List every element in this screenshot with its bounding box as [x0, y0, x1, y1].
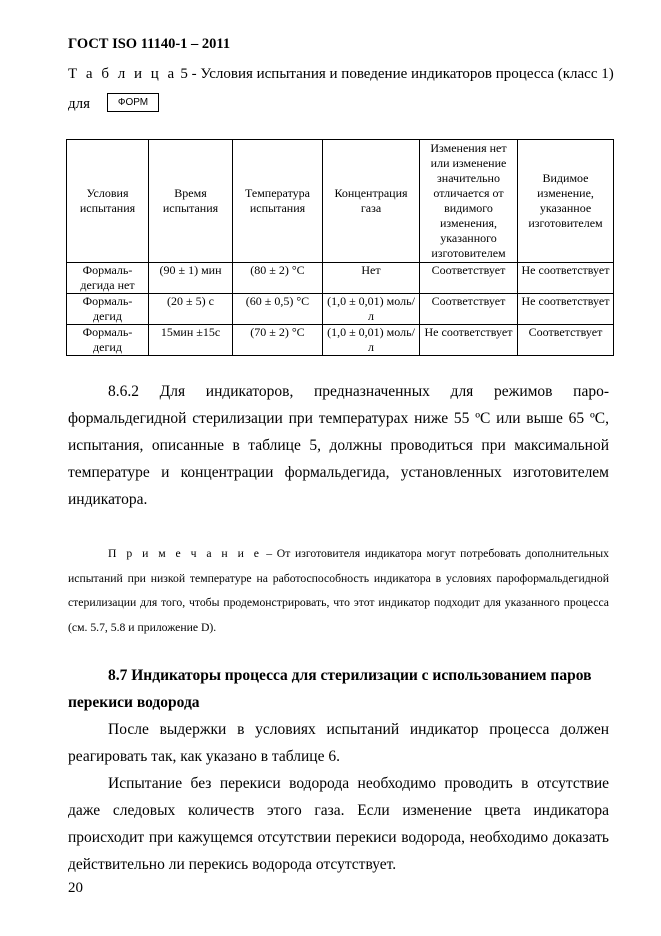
table-cell: Не соответствует [518, 263, 614, 294]
table-cell: Соответствует [518, 325, 614, 356]
note-label: П р и м е ч а н и е [108, 547, 262, 560]
table-cell: Формаль-дегид [67, 325, 149, 356]
table-caption [68, 66, 614, 83]
table-cell: (20 ± 5) с [149, 294, 233, 325]
test-conditions-table [66, 139, 614, 356]
column-header: Изменения нет или изменение значительно отличается от видимого изменения, указанного изготовителем [420, 140, 518, 263]
table-cell: Нет [323, 263, 420, 294]
column-header: Условия испытания [67, 140, 149, 263]
section-8-7-title: 8.7 Индикаторы процесса для стерилизации с использованием паров перекиси водорода [68, 667, 592, 711]
table-cell: 15мин ±15с [149, 325, 233, 356]
column-header: Время испытания [149, 140, 233, 263]
table-row [67, 294, 614, 325]
table-cell: (60 ± 0,5) °С [233, 294, 323, 325]
table-caption-number: 5 [180, 66, 188, 82]
table-cell: (1,0 ± 0,01) моль/л [323, 325, 420, 356]
table-cell: Формаль-дегид [67, 294, 149, 325]
table-row [67, 325, 614, 356]
caption-for-word: для [68, 96, 91, 112]
table-caption-text: - Условия испытания и поведение индикаторов процесса (класс 1) [187, 66, 614, 82]
paragraph-8-7-a: После выдержки в условиях испытаний индикатор процесса должен реагировать так, как указано в таблице 6. [68, 721, 609, 765]
table-header-row [67, 140, 614, 263]
table-cell: Соответствует [420, 294, 518, 325]
table-cell: Соответствует [420, 263, 518, 294]
page-number: 20 [68, 880, 83, 896]
table-row [67, 263, 614, 294]
note-block [68, 542, 609, 640]
column-header: Видимое изменение, указанное изготовителем [518, 140, 614, 263]
paragraph-8-6-2: 8.6.2 Для индикаторов, предназначенных для режимов паро-формальдегидной стерилизации при температурах ниже 55 ºС или выше 65 ºС, испытания, описанные в таблице 5, должны проводиться при максимальной температуре и концентрации формальдегида, установленных изготовителем индикатора. [68, 383, 609, 508]
paragraph-8-7-b: Испытание без перекиси водорода необходимо проводить в отсутствие даже следовых количеств этого газа. Если изменение цвета индикатора происходит при кажущемся отсутствии перекиси водорода, необходимо доказать действительно ли перекись водорода отсутствует. [68, 775, 609, 873]
table-cell: (70 ± 2) °С [233, 325, 323, 356]
process-form-box: ФОРМ [107, 93, 159, 112]
note-text: – От изготовителя индикатора могут потребовать дополнительных испытаний при низкой температуре на работоспособность индикатора в условиях пароформальдегидной стерилизации для того, чтобы продемонстрировать, что этот индикатор подходит для указанного процесса (см. 5.7, 5.8 и приложение D). [68, 547, 610, 634]
table-cell: Не соответствует [420, 325, 518, 356]
table-cell: (80 ± 2) °С [233, 263, 323, 294]
table-cell: Формаль-дегида нет [67, 263, 149, 294]
table-cell: (1,0 ± 0,01) моль/л [323, 294, 420, 325]
column-header: Концентрация газа [323, 140, 420, 263]
table-caption-label: Т а б л и ц а [68, 66, 177, 82]
document-header: ГОСТ ISO 11140-1 – 2011 [68, 36, 231, 52]
table-cell: Не соответствует [518, 294, 614, 325]
table-cell: (90 ± 1) мин [149, 263, 233, 294]
column-header: Температура испытания [233, 140, 323, 263]
